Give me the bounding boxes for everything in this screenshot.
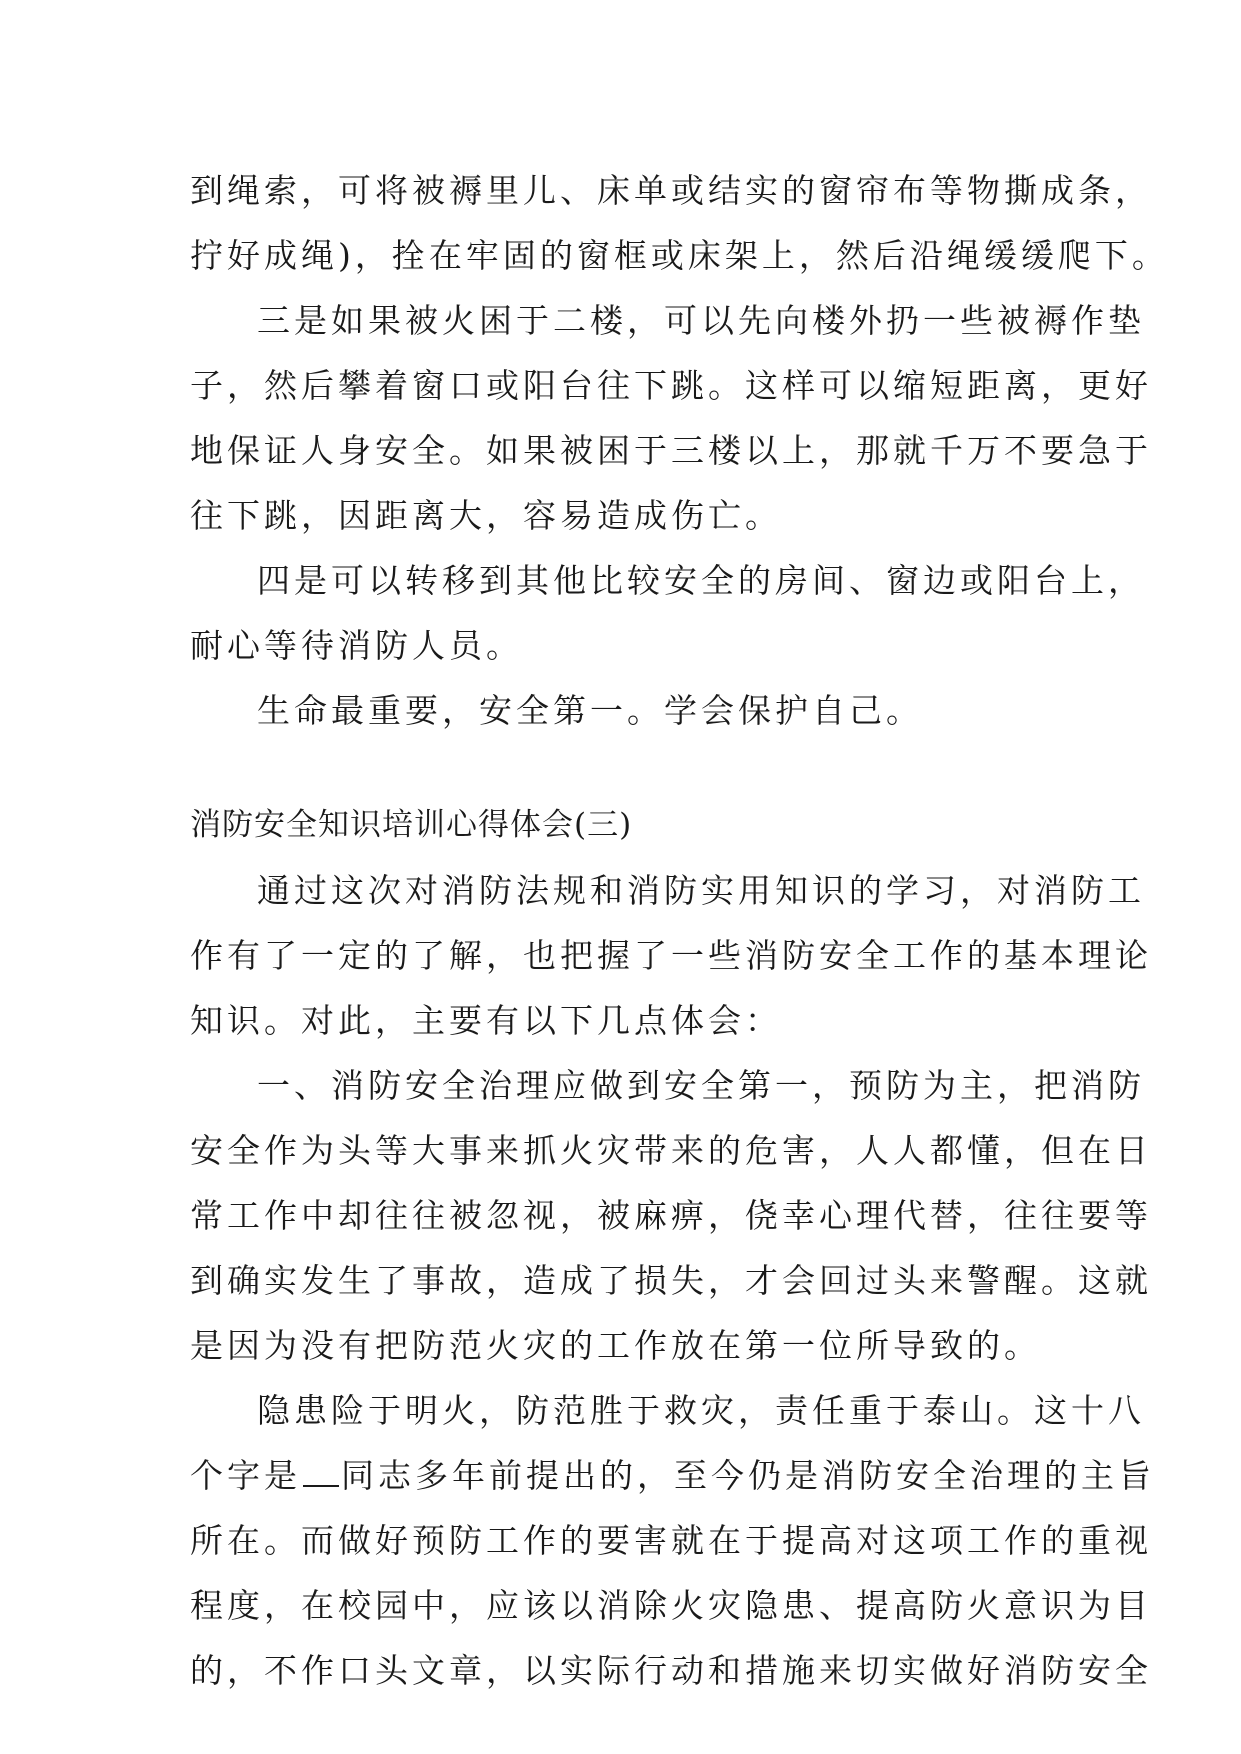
text-fragment: 同志多年前提出的，至今仍是消防安全治理的主旨: [341, 1456, 1155, 1495]
text-line: 隐患险于明火，防范胜于救灾，责任重于泰山。这十八: [257, 1391, 1145, 1430]
text-fragment: 个字是: [190, 1456, 301, 1495]
text-line: 往下跳，因距离大，容易造成伤亡。: [190, 496, 782, 535]
text-line: 四是可以转移到其他比较安全的房间、窗边或阳台上，: [257, 561, 1145, 600]
paragraph-life-first: [190, 678, 1060, 743]
text-line: 是因为没有把防范火灾的工作放在第一位所导致的。: [190, 1326, 1041, 1365]
paragraph-second-floor: [190, 288, 1152, 548]
paragraph-rope-escape: [190, 158, 1169, 288]
paragraph-safe-room: [190, 548, 1145, 678]
text-line: 生命最重要，安全第一。学会保护自己。: [257, 691, 923, 730]
section-title: 消防安全知识培训心得体会(三): [190, 807, 633, 843]
text-line: 安全作为头等大事来抓火灾带来的危害，人人都懂，但在日: [190, 1131, 1152, 1170]
paragraph-point-one: [190, 1053, 1152, 1378]
text-line: 的，不作口头文章，以实际行动和措施来切实做好消防安全: [190, 1651, 1152, 1690]
text-line: 子，然后攀着窗口或阳台往下跳。这样可以缩短距离，更好: [190, 366, 1152, 405]
text-line: 通过这次对消防法规和消防实用知识的学习，对消防工: [257, 871, 1145, 910]
text-line: 作有了一定的了解，也把握了一些消防安全工作的基本理论: [190, 936, 1152, 975]
blank-underline: [303, 1457, 339, 1487]
text-line: 拧好成绳)，拴在牢固的窗框或床架上，然后沿绳缓缓爬下。: [190, 236, 1169, 275]
text-line: [190, 1443, 1155, 1508]
text-line: 常工作中却往往被忽视，被麻痹，侥幸心理代替，往往要等: [190, 1196, 1152, 1235]
document-body: [190, 158, 1169, 1703]
text-line: 所在。而做好预防工作的要害就在于提高对这项工作的重视: [190, 1521, 1152, 1560]
paragraph-hazard: [190, 1378, 1155, 1703]
text-line: 耐心等待消防人员。: [190, 626, 523, 665]
text-line: 三是如果被火困于二楼，可以先向楼外扔一些被褥作垫: [257, 301, 1145, 340]
text-line: 地保证人身安全。如果被困于三楼以上，那就千万不要急于: [190, 431, 1152, 470]
text-line: 到确实发生了事故，造成了损失，才会回过头来警醒。这就: [190, 1261, 1152, 1300]
paragraph-intro: [190, 858, 1152, 1053]
text-line: 程度，在校园中，应该以消除火灾隐患、提高防火意识为目: [190, 1586, 1152, 1625]
text-line: 一、消防安全治理应做到安全第一，预防为主，把消防: [257, 1066, 1145, 1105]
text-line: 知识。对此，主要有以下几点体会：: [190, 1001, 782, 1040]
text-line: 到绳索，可将被褥里儿、床单或结实的窗帘布等物撕成条，: [190, 171, 1152, 210]
